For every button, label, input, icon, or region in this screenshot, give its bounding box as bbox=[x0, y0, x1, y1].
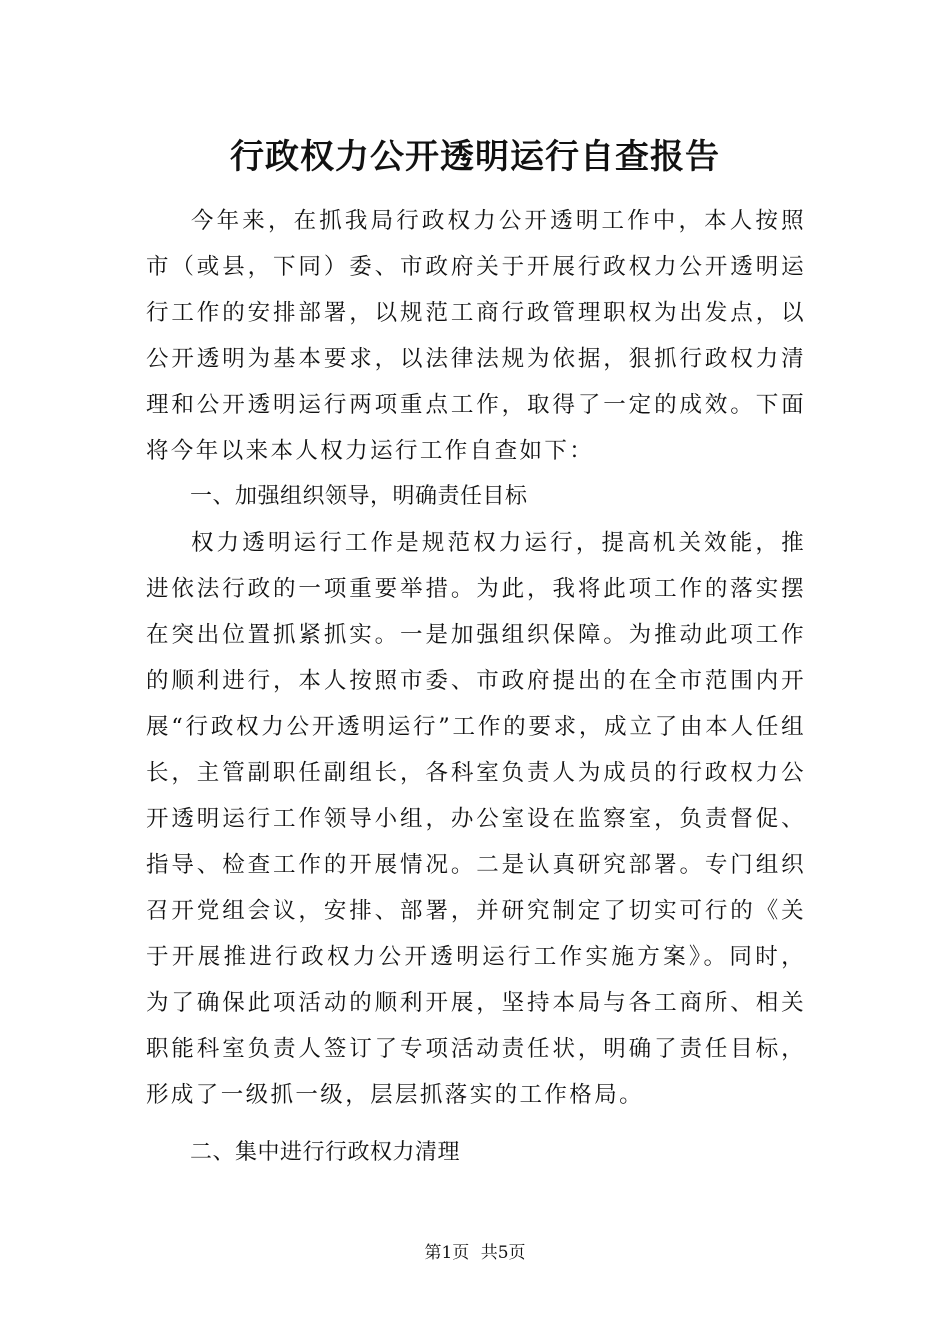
page-footer bbox=[0, 1238, 950, 1268]
page-indicator: 第1页 共5页 bbox=[424, 1243, 526, 1263]
document-title: 行政权力公开透明运行自查报告 bbox=[230, 137, 720, 177]
document-body bbox=[146, 198, 806, 1176]
section-1-heading: 一、加强组织领导，明确责任目标 bbox=[190, 484, 528, 509]
section-2-heading: 二、集中进行行政权力清理 bbox=[190, 1140, 461, 1165]
section-1-paragraph: 权力透明运行工作是规范权力运行，提高机关效能，推进依法行政的一项重要举措。为此，我将此项工作的落实摆在突出位置抓紧抓实。一是加强组织保障。为推动此项工作的顺利进行，本人按照市委、市政府提出的在全市范围内开展“行政权力公开透明运行”工作的要求，成立了由本人任组长，主管副职任副组长，各科室负责人为成员的行政权力公开透明运行工作领导小组，办公室设在监察室，负责督促、指导、检查工作的开展情况。二是认真研究部署。专门组织召开党组会议，安排、部署，并研究制定了切实可行的《关于开展推进行政权力公开透明运行工作实施方案》。同时，为了确保此项活动的顺利开展，坚持本局与各工商所、相关职能科室负责人签订了专项活动责任状，明确了责任目标，形成了一级抓一级，层层抓落实的工作格局。 bbox=[146, 530, 806, 1108]
intro-paragraph: 今年来，在抓我局行政权力公开透明工作中，本人按照市（或县，下同）委、市政府关于开展行政权力公开透明运行工作的安排部署，以规范工商行政管理职权为出发点，以公开透明为基本要求，以法律法规为依据，狠抓行政权力清理和公开透明运行两项重点工作，取得了一定的成效。下面将今年以来本人权力运行工作自查如下： bbox=[146, 208, 806, 464]
